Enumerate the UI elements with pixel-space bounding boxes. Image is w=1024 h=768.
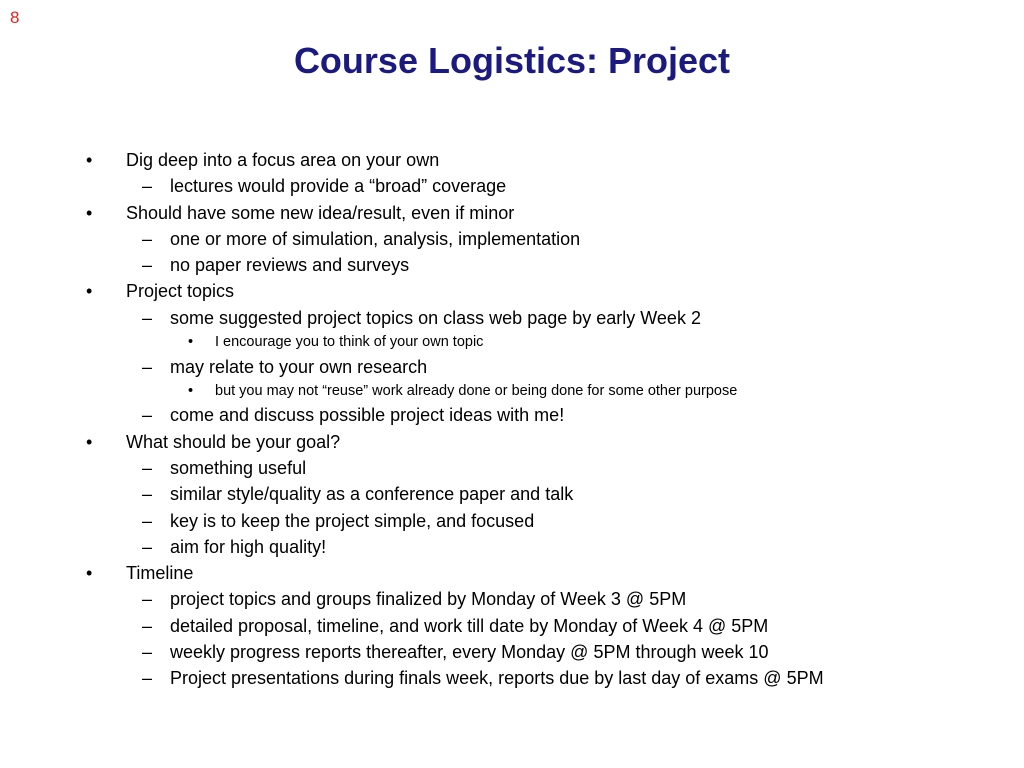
bullet-marker: • [188,334,194,351]
dash-marker: – [142,615,153,636]
bullet-marker: • [188,382,194,399]
sub-bullet-item [0,402,1024,428]
bullet-marker: • [86,281,93,302]
bullet-list [0,147,1024,692]
dash-marker: – [142,228,153,249]
sub-bullet-text: weekly progress reports thereafter, every Monday @ 5PM through week 10 [170,642,769,663]
bullet-text: Dig deep into a focus area on your own [126,150,440,170]
sub-bullet-item [0,665,1024,691]
sub-bullet-text: may relate to your own research [170,356,428,377]
dash-marker: – [142,457,153,478]
sub-sub-bullet-text: I encourage you to think of your own topic [215,334,484,351]
sub-sub-bullet-text: but you may not “reuse” work already done or being done for some other purpose [215,382,738,399]
sub-bullet-text: one or more of simulation, analysis, implementation [170,228,581,249]
dash-marker: – [142,589,153,610]
bullet-item [0,147,1024,173]
bullet-marker: • [86,202,93,223]
dash-marker: – [142,668,153,689]
sub-bullet-text: some suggested project topics on class web page by early Week 2 [170,307,701,328]
sub-bullet-item [0,639,1024,665]
bullet-text: What should be your goal? [126,431,341,452]
sub-bullet-item [0,226,1024,252]
sub-bullet-text: detailed proposal, timeline, and work till date by Monday of Week 4 @ 5PM [170,615,769,636]
dash-marker: – [142,642,153,663]
bullet-text: Timeline [126,563,194,584]
bullet-item [0,278,1024,304]
sub-bullet-item [0,613,1024,639]
dash-marker: – [142,307,153,328]
dash-marker: – [142,405,153,426]
bullet-text: Project topics [126,281,235,302]
sub-bullet-text: come and discuss possible project ideas with me! [170,405,565,426]
bullet-item [0,429,1024,455]
dash-marker: – [142,356,153,377]
sub-bullet-text: similar style/quality as a conference paper and talk [170,484,574,505]
bullet-text: Should have some new idea/result, even if minor [126,202,515,223]
sub-bullet-item [0,173,1024,199]
slide-title: Course Logistics: Project [293,40,731,81]
bullet-item [0,560,1024,586]
dash-marker: – [142,255,153,276]
sub-sub-bullet-item [0,331,1024,354]
dash-marker: – [142,484,153,505]
sub-bullet-item [0,354,1024,380]
bullet-item [0,200,1024,226]
sub-bullet-item [0,455,1024,481]
bullet-marker: • [86,563,93,584]
sub-bullet-text: aim for high quality! [170,536,327,557]
dash-marker: – [142,176,153,197]
sub-bullet-text: key is to keep the project simple, and focused [170,510,535,531]
bullet-marker: • [86,431,93,452]
slide-number: 8 [10,8,20,27]
sub-bullet-item [0,305,1024,331]
sub-bullet-text: Project presentations during finals week, reports due by last day of exams @ 5PM [170,668,824,689]
sub-bullet-text: project topics and groups finalized by Monday of Week 3 @ 5PM [170,589,687,610]
sub-bullet-item [0,586,1024,612]
dash-marker: – [142,536,153,557]
sub-bullet-item [0,508,1024,534]
sub-bullet-item [0,481,1024,507]
sub-bullet-text: something useful [170,457,307,478]
sub-bullet-text: no paper reviews and surveys [170,255,410,276]
sub-bullet-item [0,534,1024,560]
sub-bullet-text: lectures would provide a “broad” coverage [170,176,507,197]
sub-bullet-item [0,252,1024,278]
bullet-marker: • [86,150,93,170]
sub-sub-bullet-item [0,380,1024,403]
dash-marker: – [142,510,153,531]
